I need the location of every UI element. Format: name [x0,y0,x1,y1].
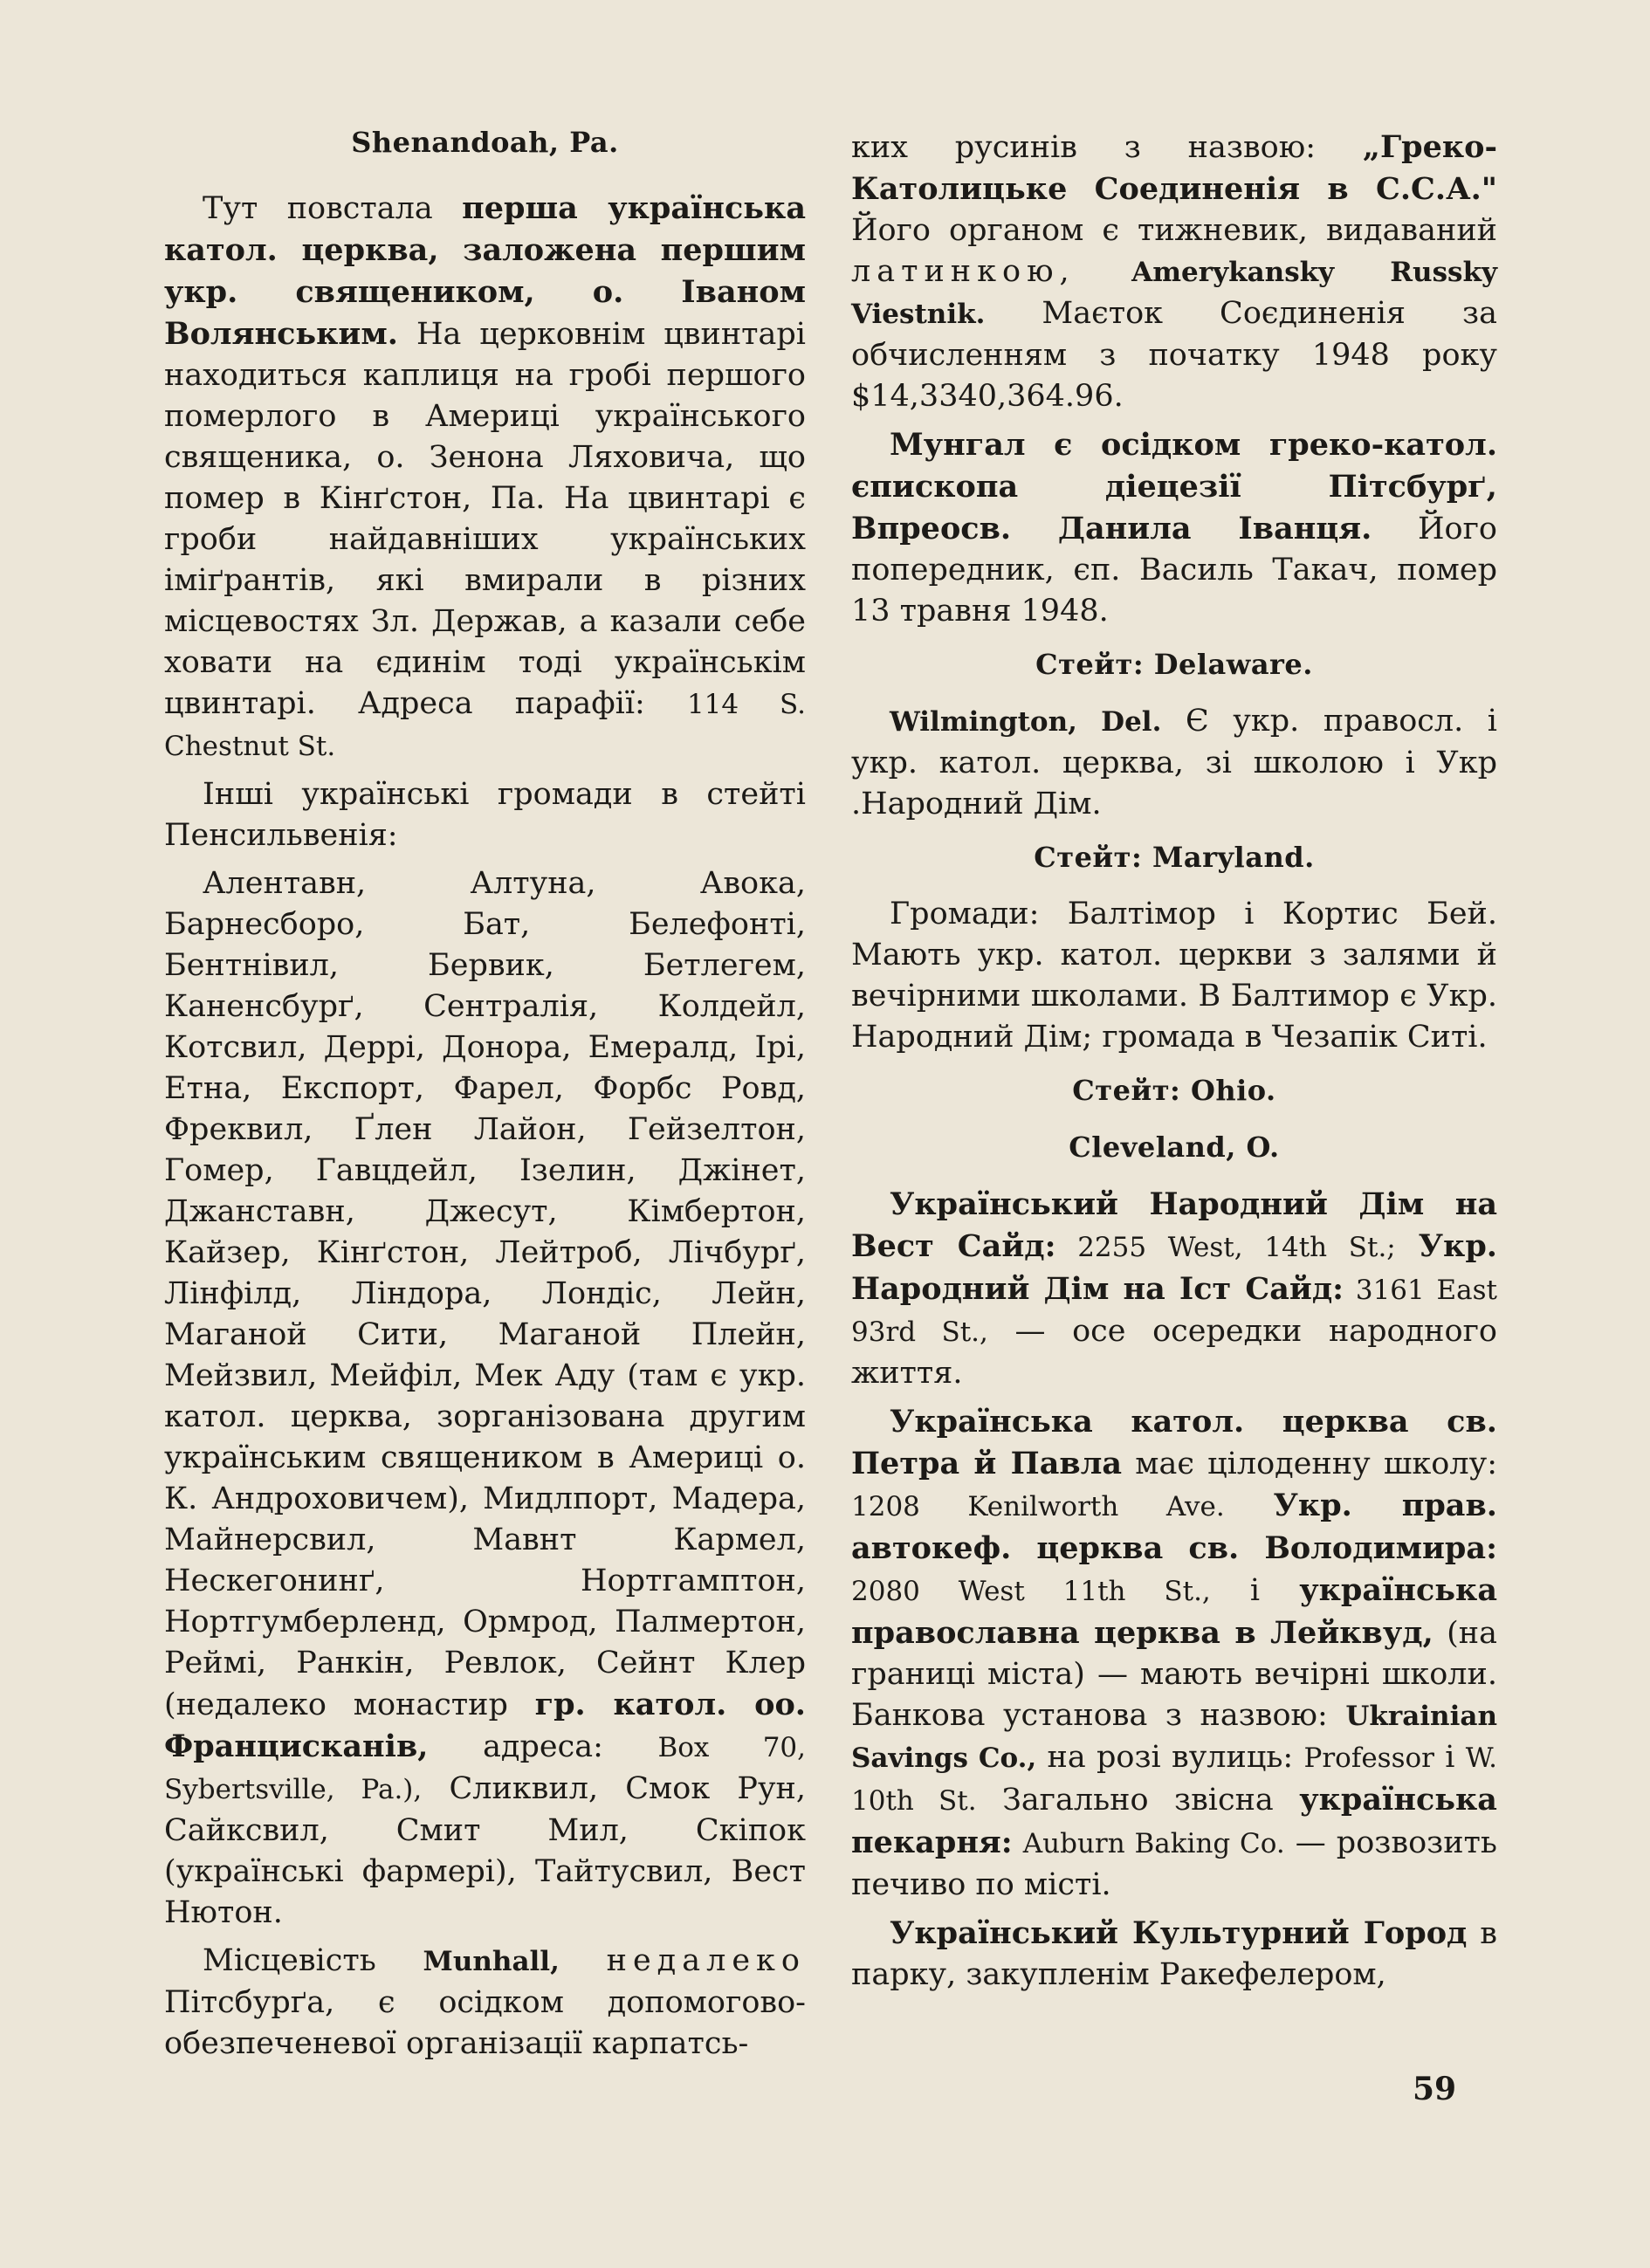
address-text: 2080 West 11th St., [851,1576,1211,1607]
address-text: Box 70, Sybertsville, Pa.), [164,1732,806,1805]
paragraph-community-list [164,863,806,1934]
text: — осе осередки народного життя. [851,1314,1497,1391]
bold-text: Ukrainian Savings Co., [851,1701,1497,1774]
text [1076,254,1132,289]
text: і [1210,1573,1300,1608]
bold-text: Укр. Народний Дім на Іст Сайд: [851,1228,1497,1307]
text: ких русинів з назвою: [851,130,1363,165]
text: має цілоденну школу: [1122,1447,1497,1481]
text: адреса: [428,1729,658,1764]
section-heading-maryland: Стейт: Maryland. [1034,841,1315,874]
bold-text: Munhall, [423,1946,560,1977]
spaced-text: латинкою, [851,254,1076,289]
bold-text: українська православна церква в Лейквуд, [851,1572,1497,1651]
text: Сликвил, Смок Рун, Сайксвил, Смит Мил, Скіпок (українські фармері), Тайтусвил, Вест Нютон. [164,1771,807,1930]
paragraph: Інші українські громади в стейті Пенсильвенія: [164,777,806,853]
paragraph: Громади: Балтімор і Кортис Бей. Мають укр. катол. церкви з залями й вечірними школами. В Балтимор є Укр. Народний Дім; громада в Чезапік Ситі. [851,897,1497,1055]
text: Маєток Соєдиненія за обчисленням з початку 1948 року $14,3340,364.96. [851,296,1497,414]
section-heading-ohio: Стейт: Ohio. [1072,1074,1276,1107]
text: Місцевість [203,1943,423,1978]
bold-text: Український Культурний Город [890,1915,1468,1951]
text: Є укр. правосл. і укр. катол. церква, зі школою і Укр .Народний Дім. [851,704,1497,821]
bold-text: українська пекарня: [851,1782,1497,1860]
bold-text: перша українська катол. церква, заложена першим укр. священиком, о. Іваном Волянським. [164,190,806,352]
address-text: Auburn Baking Co. [1022,1828,1285,1859]
text [560,1943,607,1978]
bold-text: Мунгал є осідком греко-катол. єпископа діецезії Пітсбурґ, Впреосв. Данила Іванця. [851,427,1497,546]
text: в парку, закупленім Ракефелером, [851,1916,1497,1992]
address-text: 3161 East 93rd St., [851,1275,1497,1348]
section-heading-shenandoah: Shenandoah, Pa. [351,126,619,159]
text: і [1433,1740,1466,1775]
address-text: W. 10th St. [851,1742,1498,1817]
text: Загально звісна [976,1783,1300,1818]
text: Пітсбурґа, є осідком допомогово-обезпеченевої організації карпатсь- [164,1985,806,2061]
text: На церковнім цвинтарі находиться каплиця на гробі першого померлого в Америці українського священика, о. Зенона Ляховича, що помер в Кінґстон, Па. На цвинтарі є гроби найдавніших українських іміґрантів, які вмирали в різних місцевостях Зл. Держав, а казали себе ховати на єдинім тоді українськім цвинтарі. Адреса парафії: [164,317,806,721]
paragraph [851,701,1497,825]
right-column [851,127,1497,2003]
bold-text: Wilmington, Del. [890,706,1162,738]
section-heading-cleveland: Cleveland, O. [1069,1131,1280,1164]
address-text: 114 S. Chestnut St. [164,689,806,762]
text: на розі вулиць: [1036,1740,1304,1775]
bold-text: Українська катол. церква св. Петра й Павла [851,1404,1497,1481]
spaced-text: недалеко [606,1943,806,1978]
left-column [164,122,806,2072]
bold-text: гр. катол. оо. Францисканів, [164,1687,806,1764]
address-text: Professor [1303,1742,1434,1774]
text: — розвозить печиво по місті. [851,1825,1497,1902]
text [1396,1229,1419,1264]
paragraph [851,1913,1497,1996]
paragraph [164,1941,806,2065]
text [1013,1825,1023,1860]
text: Його органом є тижневик, видаваний [851,213,1497,248]
paragraph [851,1401,1497,1906]
bold-text: „Греко-Католицьке Соединенія в С.С.А." [851,129,1497,207]
text: Алентавн, Алтуна, Авока, Барнесборо, Бат, Белефонті, Бентнівил, Бервик, Бетлегем, Каненсбурґ, Сентралія, Колдейл, Котсвил, Деррі, Донора, Емералд, Ірі, Етна, Експорт, Фарел, Форбс Ровд, Фреквил, Ґлен Лайон, Гейзелтон, Гомер, Гавцдейл, Ізелин, Джінет, Джанставн, Джесут, Кімбертон, Кайзер, Кінґстон, Лейтроб, Лічбурґ, Лінфілд, Ліндора, Лондіс, Лейн, Маганой Сити, Маганой Плейн, Мейзвил, Мейфіл, Мек Аду (там є укр. катол. церква, зорганізована другим українським священиком в Америці о. К. Андроховичем), Мидлпорт, Мадера, Майнерсвил, Мавнт Кармел, Нескегонинґ, Нортгамптон, Нортгумберленд, Ормрод, Палмертон, Реймі, Ранкін, Ревлок, Сейнт Клер (недалеко монастир [164,866,806,1722]
text: Тут повстала [203,191,463,226]
paragraph [851,1184,1497,1394]
section-heading-delaware: Стейт: Delaware. [1035,648,1313,681]
bold-text: Український Народний Дім на Вест Сайд: [851,1186,1497,1264]
paragraph [164,188,806,767]
text: (на границі міста) — мають вечірні школи. Банкова установа з назвою: [851,1616,1497,1733]
paragraph [851,424,1497,632]
address-text: 2255 West, 14th St.; [1055,1232,1396,1263]
text: Його попередник, єп. Василь Такач, помер 13 травня 1948. [851,512,1497,629]
bold-text: Укр. прав. автокеф. церква св. Володимира: [851,1488,1497,1566]
text [1225,1488,1274,1523]
address-text: 1208 Kenilworth Ave. [851,1491,1225,1522]
bold-text: Amerykansky Russky Viestnik. [851,257,1497,330]
paragraph [851,127,1497,417]
page-number: 59 [1413,2071,1457,2107]
